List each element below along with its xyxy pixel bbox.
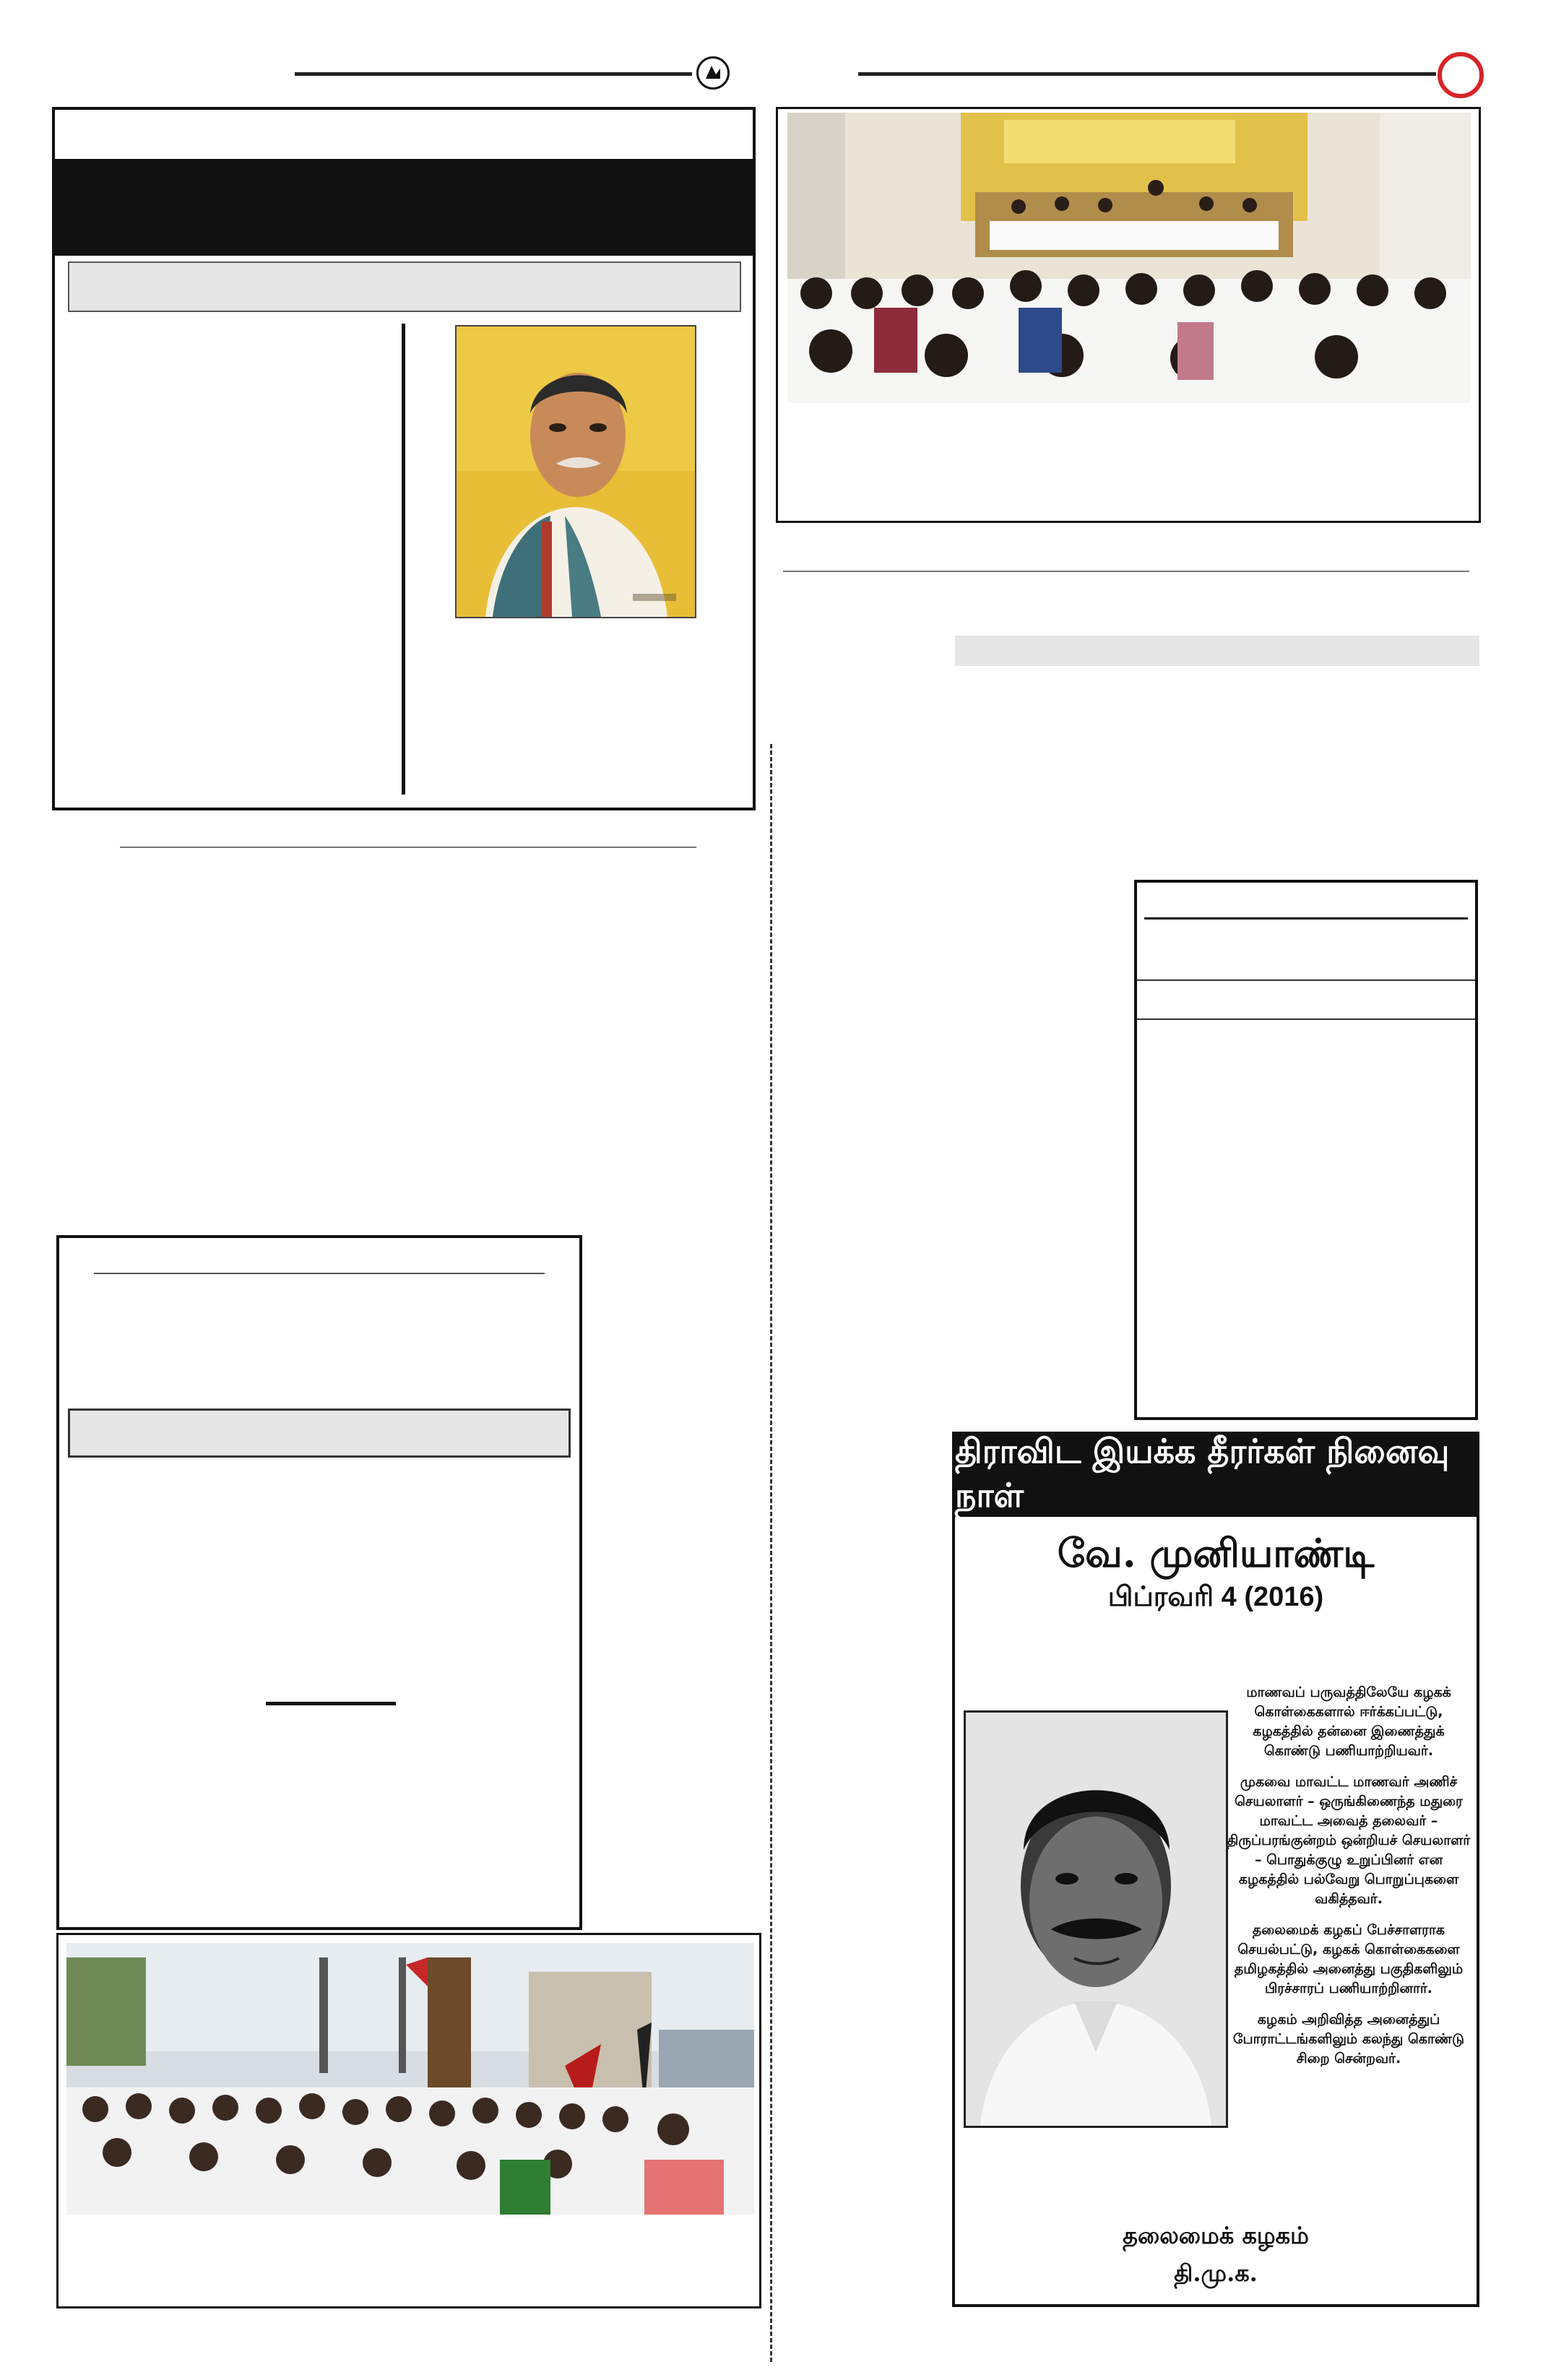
sidebar-box-right — [1134, 880, 1478, 1420]
bio-paragraph: கழகம் அறிவித்த அனைத்துப் போராட்டங்களிலும் கலந்து கொண்டு சிறை சென்றவர். — [1232, 2012, 1465, 2067]
sidebar-rule-3 — [1137, 1018, 1475, 1020]
article-box-middle-left — [56, 1235, 582, 1930]
sidebar-rule-1 — [1144, 917, 1468, 919]
leader-portrait-painting — [455, 325, 696, 618]
end-of-article-rule — [266, 1702, 396, 1705]
memorial-person-name: வே. முனியாண்டி — [1057, 1530, 1375, 1576]
section-rule-right — [783, 571, 1469, 572]
memorial-date: பிப்ரவரி 4 (2016) — [1107, 1582, 1324, 1612]
sidebar-rule-2 — [1137, 979, 1475, 981]
article-subhead-panel-2 — [68, 1408, 571, 1458]
memorial-biography — [1224, 1683, 1474, 2080]
section-rule-left — [120, 847, 696, 848]
right-subhead-panel — [955, 636, 1479, 666]
statue-garlanding-photo — [66, 1943, 754, 2215]
column-divider — [402, 324, 405, 795]
meeting-hall-photo — [787, 113, 1471, 403]
article-headline-band — [55, 159, 753, 256]
header-rule-left — [295, 72, 692, 76]
bio-paragraph: முகவை மாவட்ட மாணவர் அணிச் செயலாளர் – ஒருங்கிணைந்த மதுரை மாவட்ட அவைத் தலைவர் – திருப்பரங்குன்றம் ஒன்றியச் செயலாளர் – பொதுக்குழு உறுப்பினர் என கழகத்தில் பல்வேறு பொறுப்புகளை வகித்தவர். — [1227, 1774, 1471, 1907]
column-gutter-dashed — [770, 744, 772, 2362]
page-number-circle — [1438, 52, 1484, 98]
memorial-heading: திராவிட இயக்க தீரர்கள் நினைவு நாள் — [955, 1435, 1479, 1517]
bio-paragraph: தலைமைக் கழகப் பேச்சாளராக செயல்பட்டு, கழகக் கொள்கைகளை தமிழகத்தில் அனைத்து பகுதிகளிலும் பிரச்சாரப் பணியாற்றினார். — [1234, 1922, 1464, 1996]
memorial-portrait-photo — [964, 1710, 1228, 2128]
article-subhead-panel — [68, 261, 741, 312]
memorial-signoff-office: தலைமைக் கழகம் — [1123, 2222, 1309, 2249]
memorial-signoff-party: தி.மு.க. — [1174, 2259, 1258, 2287]
box-top-rule — [94, 1273, 545, 1274]
header-rule-right — [858, 72, 1436, 76]
rising-sun-emblem-icon — [696, 56, 730, 90]
bio-paragraph: மாணவப் பருவத்திலேயே கழகக் கொள்கைகளால் ஈர்க்கப்பட்டு, கழகத்தில் தன்னை இணைத்துக் கொண்டு பணியாற்றியவர். — [1246, 1684, 1451, 1759]
